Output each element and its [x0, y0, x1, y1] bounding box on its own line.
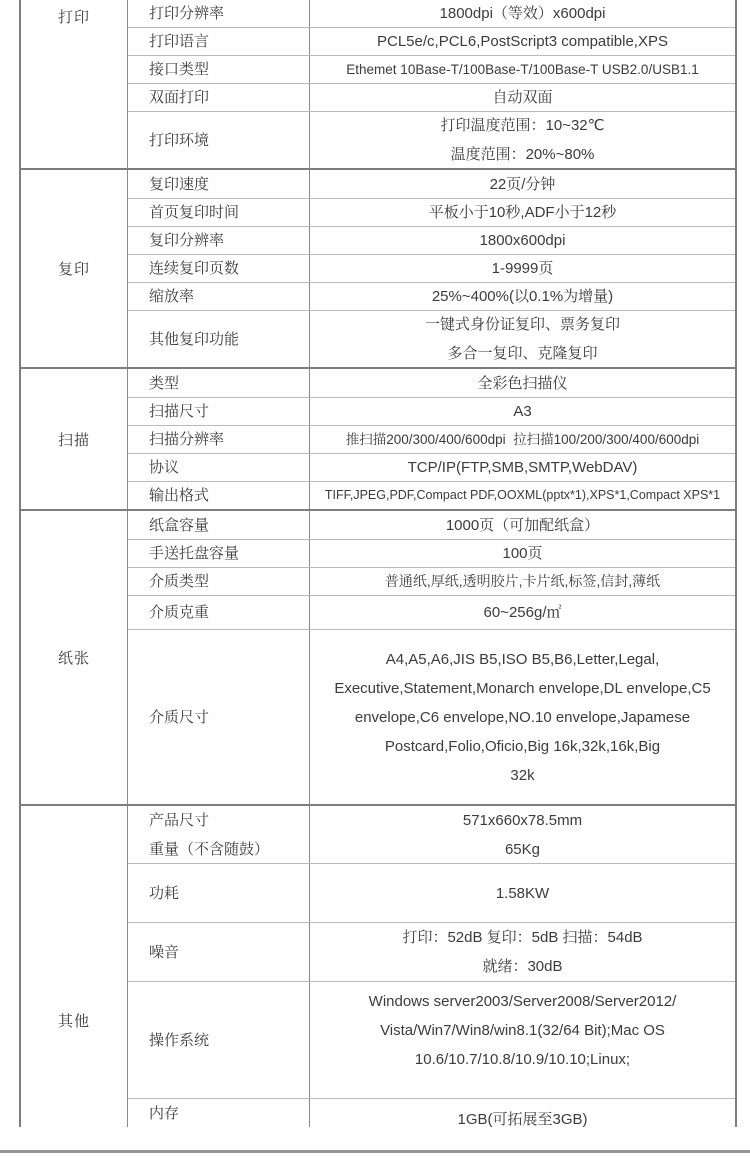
category-label: 扫描	[57, 431, 90, 449]
spec-label-cell	[128, 540, 310, 567]
spec-label-cell	[128, 311, 310, 367]
spec-value-cell	[310, 540, 735, 567]
spec-value-cell	[310, 227, 735, 254]
spec-value: Vista/Win7/Win8/win8.1(32/64 Bit);Mac OS	[380, 1021, 665, 1039]
spec-label: 打印环境	[149, 131, 210, 149]
category-cell	[21, 511, 128, 804]
spec-label: 缩放率	[149, 288, 195, 305]
spec-value: 1800x600dpi	[479, 232, 566, 249]
spec-label-cell	[128, 630, 310, 804]
spec-label: 连续复印页数	[149, 260, 240, 277]
spec-label: 打印语言	[149, 33, 210, 50]
spec-label-cell	[128, 84, 310, 111]
spec-label: 手送托盘容量	[149, 545, 240, 562]
spec-label-cell	[128, 982, 310, 1098]
spec-label: 协议	[149, 459, 180, 476]
spec-label-cell	[128, 199, 310, 226]
spec-label: 噪音	[149, 943, 180, 961]
spec-value: 60~256g/㎡	[483, 604, 562, 621]
spec-label: 介质尺寸	[149, 708, 210, 726]
spec-label-cell	[128, 1099, 310, 1127]
spec-value: 温度范围：20%~80%	[450, 146, 595, 163]
spec-label: 首页复印时间	[149, 204, 240, 221]
spec-value: 1-9999页	[491, 260, 554, 277]
spec-label: 类型	[149, 374, 180, 392]
spec-label: 功耗	[149, 884, 180, 902]
spec-label: 双面打印	[149, 89, 210, 106]
spec-value-cell	[310, 630, 735, 804]
spec-label-cell	[128, 426, 310, 453]
spec-value-cell	[310, 255, 735, 282]
spec-value: 25%~400%(以0.1%为增量)	[431, 288, 614, 305]
spec-value: 1GB(可拓展至3GB)	[457, 1111, 588, 1128]
spec-label: 扫描尺寸	[149, 403, 210, 420]
spec-row	[128, 83, 735, 111]
spec-value: 一键式身份证复印、票务复印	[424, 316, 620, 333]
spec-value: 全彩色扫描仪	[477, 374, 568, 392]
spec-label-cell	[128, 511, 310, 539]
spec-value: 1.58KW	[495, 884, 550, 902]
category-label: 纸张	[57, 650, 90, 667]
spec-label-cell	[128, 482, 310, 509]
spec-value: 22页/分钟	[489, 175, 556, 193]
spec-value-cell	[310, 511, 735, 539]
spec-label-cell	[128, 112, 310, 168]
spec-row	[128, 453, 735, 481]
spec-value-cell	[310, 806, 735, 863]
spec-value: 打印温度范围：10~32℃	[440, 117, 605, 134]
spec-row	[128, 481, 735, 509]
spec-section	[21, 804, 735, 1127]
spec-value: A4,A5,A6,JIS B5,ISO B5,B6,Letter,Legal,	[385, 650, 660, 668]
section-rows	[128, 170, 735, 367]
spec-value-cell	[310, 982, 735, 1098]
spec-value-cell	[310, 454, 735, 481]
spec-value: Ethemet 10Base-T/100Base-T/100Base-T USB2.0/USB1.1	[346, 62, 699, 77]
spec-label-cell	[128, 56, 310, 83]
category-label: 复印	[57, 261, 90, 278]
spec-label-cell	[128, 170, 310, 198]
spec-label: 扫描分辨率	[149, 431, 225, 448]
spec-label-cell	[128, 596, 310, 629]
spec-value: 普通纸,厚纸,透明胶片,卡片纸,标签,信封,薄纸	[384, 573, 661, 589]
spec-row	[128, 55, 735, 83]
spec-row	[128, 111, 735, 168]
spec-row	[128, 226, 735, 254]
spec-value: PCL5e/c,PCL6,PostScript3 compatible,XPS	[377, 33, 668, 50]
spec-label-cell	[128, 864, 310, 922]
category-cell	[21, 170, 128, 367]
spec-value: 多合一复印、克隆复印	[447, 345, 598, 362]
spec-value-cell	[310, 923, 735, 981]
section-rows	[128, 369, 735, 509]
spec-row	[128, 254, 735, 282]
spec-label-cell	[128, 227, 310, 254]
section-rows	[128, 806, 735, 1127]
spec-value: 100页	[502, 545, 543, 562]
spec-value-cell	[310, 0, 735, 27]
spec-row	[128, 198, 735, 226]
spec-label-cell	[128, 454, 310, 481]
spec-section	[21, 0, 735, 168]
spec-section	[21, 367, 735, 509]
spec-value-cell	[310, 84, 735, 111]
spec-value-cell	[310, 112, 735, 168]
spec-row	[128, 397, 735, 425]
spec-value: 自动双面	[492, 89, 553, 106]
spec-label-cell	[128, 398, 310, 425]
spec-section	[21, 509, 735, 804]
spec-value: 推扫描200/300/400/600dpi 拉扫描100/200/300/400/600dpi	[345, 432, 700, 447]
spec-label-cell	[128, 568, 310, 595]
spec-value-cell	[310, 199, 735, 226]
spec-label: 输出格式	[149, 487, 210, 504]
spec-label: 操作系统	[149, 1031, 210, 1049]
section-rows	[128, 511, 735, 804]
spec-label-cell	[128, 0, 310, 27]
spec-label-cell	[128, 923, 310, 981]
spec-label: 介质类型	[149, 573, 210, 590]
spec-row	[128, 369, 735, 397]
spec-label: 接口类型	[149, 61, 210, 78]
spec-value: TCP/IP(FTP,SMB,SMTP,WebDAV)	[407, 459, 638, 476]
spec-value-cell	[310, 482, 735, 509]
category-label: 打印	[57, 9, 90, 26]
spec-value: TIFF,JPEG,PDF,Compact PDF,OOXML(pptx*1),XPS*1,Compact XPS*1	[324, 488, 721, 502]
spec-row	[128, 595, 735, 629]
spec-value-cell	[310, 864, 735, 922]
spec-row	[128, 806, 735, 863]
category-cell	[21, 369, 128, 509]
spec-value-cell	[310, 283, 735, 310]
spec-row	[128, 922, 735, 981]
spec-row	[128, 511, 735, 539]
spec-row	[128, 282, 735, 310]
spec-value: 571x660x78.5mm	[462, 811, 583, 829]
spec-row	[128, 310, 735, 367]
spec-value-cell	[310, 170, 735, 198]
product-spec-table	[19, 0, 737, 1127]
spec-value: 1000页（可加配纸盒）	[445, 516, 600, 534]
spec-value-cell	[310, 311, 735, 367]
spec-value-cell	[310, 426, 735, 453]
spec-row	[128, 567, 735, 595]
spec-value-cell	[310, 369, 735, 397]
spec-value: Postcard,Folio,Oficio,Big 16k,32k,16k,Big	[384, 737, 661, 755]
spec-label-cell	[128, 369, 310, 397]
spec-value: Windows server2003/Server2008/Server2012/	[368, 992, 677, 1010]
category-cell	[21, 0, 128, 168]
spec-label: 重量（不含随鼓）	[149, 840, 270, 858]
spec-row	[128, 629, 735, 804]
spec-value: 65Kg	[504, 840, 541, 858]
spec-row	[128, 1098, 735, 1127]
spec-label-cell	[128, 806, 310, 863]
spec-value: 打印：52dB 复印：5dB 扫描：54dB	[402, 929, 643, 946]
category-cell	[21, 806, 128, 1127]
spec-row	[128, 425, 735, 453]
section-rows	[128, 0, 735, 168]
category-label: 其他	[57, 1013, 90, 1030]
spec-value: 32k	[510, 766, 535, 784]
spec-label: 打印分辨率	[149, 5, 225, 22]
spec-value: A3	[513, 403, 532, 420]
spec-value: envelope,C6 envelope,NO.10 envelope,Japamese	[354, 708, 691, 726]
spec-value-cell	[310, 568, 735, 595]
spec-value-cell	[310, 56, 735, 83]
spec-label-cell	[128, 283, 310, 310]
spec-label: 复印速度	[149, 175, 210, 193]
spec-value: Executive,Statement,Monarch envelope,DL envelope,C5	[334, 679, 711, 697]
spec-value: 就绪：30dB	[482, 958, 563, 975]
spec-label: 纸盒容量	[149, 516, 210, 534]
spec-label: 内存	[149, 1104, 180, 1122]
spec-label: 其他复印功能	[149, 330, 240, 348]
spec-row	[128, 539, 735, 567]
spec-row	[128, 981, 735, 1098]
spec-label: 介质克重	[149, 604, 210, 621]
spec-row	[128, 0, 735, 27]
spec-value: 平板小于10秒,ADF小于12秒	[428, 204, 617, 221]
spec-row	[128, 170, 735, 198]
spec-label-cell	[128, 255, 310, 282]
spec-value-cell	[310, 398, 735, 425]
spec-value-cell	[310, 28, 735, 55]
spec-row	[128, 863, 735, 922]
spec-section	[21, 168, 735, 367]
spec-value: 10.6/10.7/10.8/10.9/10.10;Linux;	[414, 1050, 631, 1068]
spec-value-cell	[310, 596, 735, 629]
spec-label-cell	[128, 28, 310, 55]
spec-label: 产品尺寸	[149, 811, 210, 829]
spec-value-cell	[310, 1099, 735, 1127]
page-divider-bar	[0, 1150, 750, 1153]
spec-row	[128, 27, 735, 55]
spec-label: 复印分辨率	[149, 232, 225, 249]
spec-value: 1800dpi（等效）x600dpi	[439, 5, 606, 22]
